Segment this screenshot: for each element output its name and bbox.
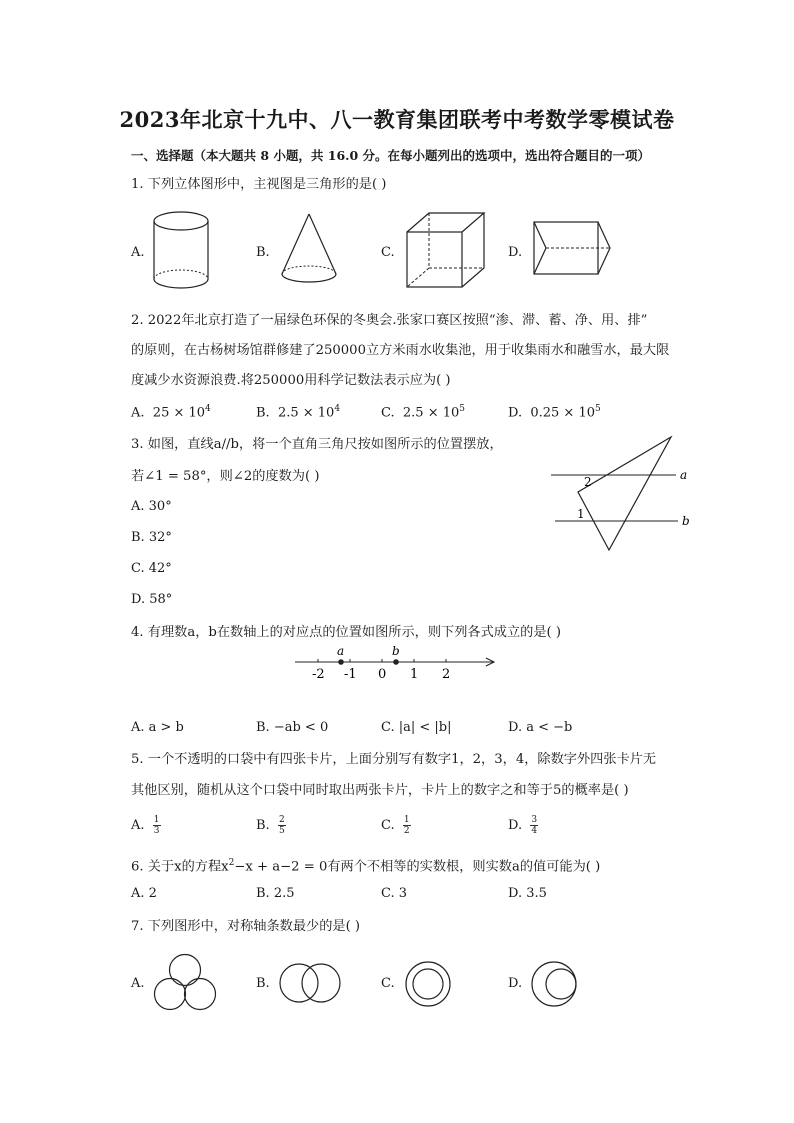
q4-stem: 4. 有理数a，b在数轴上的对应点的位置如图所示，则下列各式成立的是( ): [131, 625, 561, 640]
q3-option-d: D. 58°: [131, 592, 173, 607]
two-overlapping-circles-icon: [276, 962, 356, 1004]
q1-option-d-label: D.: [508, 245, 523, 260]
triangle-ruler: [578, 437, 671, 550]
q3-line-1: 3. 如图，直线a//b，将一个直角三角尺按如图所示的位置摆放，: [131, 437, 503, 452]
q4-option-c: C. |a| < |b|: [381, 720, 452, 735]
q2-option-c: C. $2.5 \times 10^5$: [381, 404, 465, 421]
q1-option-c-label: C.: [381, 245, 395, 260]
q6-option-c: C. 3: [381, 886, 408, 901]
q3-option-b: B. 32°: [131, 530, 172, 545]
line-b-label: b: [682, 514, 690, 528]
parallel-lines-triangle-figure: [548, 432, 698, 558]
concentric-circles-icon: [402, 960, 458, 1008]
tick-label-neg2: -2: [312, 667, 325, 682]
point-a: [338, 659, 344, 665]
q7-option-a-label: A.: [131, 976, 145, 991]
q2-option-a: A. $25 \times 10^4$: [131, 404, 211, 421]
section-heading: 一、选择题（本大题共 8 小题，共 16.0 分。在每小题列出的选项中，选出符合题目的一项）: [131, 148, 651, 163]
q7-option-c-label: C.: [381, 976, 395, 991]
q1-option-b-label: B.: [256, 245, 270, 260]
q6-stem: 6. 关于x的方程$x^2-x + a-2 = 0$有两个不相等的实数根，则实数a的值可能为( ): [131, 858, 601, 875]
point-a-label: a: [337, 644, 345, 658]
q4-option-d: D. a < −b: [508, 720, 573, 735]
cylinder-icon: [150, 208, 220, 294]
tick-label-neg1: -1: [344, 667, 357, 682]
cube-icon: [402, 210, 492, 292]
q2-line-2: 的原则，在古杨树场馆群修建了250000立方米雨水收集池，用于收集雨水和融雪水，最大限: [131, 343, 670, 358]
q2-option-d: D. $0.25 \times 10^5$: [508, 404, 601, 421]
q5-option-a: A. $\frac{1}{3}$: [131, 815, 160, 836]
q2-line-1: 2. 2022年北京打造了一届绿色环保的冬奥会.张家口赛区按照“渗、滞、蓄、净、用、排”: [131, 313, 648, 328]
angle-1-label: 1: [577, 507, 585, 521]
q7-stem: 7. 下列图形中，对称轴条数最少的是( ): [131, 919, 361, 934]
line-a-label: a: [680, 468, 688, 482]
tick-label-2: 2: [442, 667, 451, 682]
q1-option-a-label: A.: [131, 245, 145, 260]
q1-stem: 1. 下列立体图形中，主视图是三角形的是( ): [131, 177, 387, 192]
q4-option-b: B. −ab < 0: [256, 720, 329, 735]
number-line-figure: [290, 642, 505, 682]
q3-option-c: C. 42°: [131, 561, 172, 576]
q3-line-2: 若∠1 = 58°，则∠2的度数为( ): [131, 469, 320, 484]
tick-label-1: 1: [410, 667, 419, 682]
q3-option-a: A. 30°: [131, 499, 172, 514]
internally-tangent-circles-icon: [530, 960, 586, 1008]
q5-line-1: 5. 一个不透明的口袋中有四张卡片，上面分别写有数字1，2，3，4，除数字外四张卡片无: [131, 752, 657, 767]
point-b-label: b: [392, 644, 400, 658]
three-circles-icon: [150, 952, 220, 1014]
page-title: 2023年北京十九中、八一教育集团联考中考数学零模试卷: [119, 107, 675, 132]
q4-option-a: A. a > b: [131, 720, 184, 735]
q5-line-2: 其他区别，随机从这个口袋中同时取出两张卡片，卡片上的数字之和等于5的概率是( ): [131, 783, 629, 798]
q6-option-d: D. 3.5: [508, 886, 547, 901]
q7-option-b-label: B.: [256, 976, 270, 991]
point-b: [393, 659, 399, 665]
angle-2-label: 2: [584, 475, 592, 489]
q6-option-b: B. 2.5: [256, 886, 295, 901]
q2-option-b: B. $2.5 \times 10^4$: [256, 404, 341, 421]
triangular-prism-icon: [528, 218, 618, 282]
q5-option-c: C. $\frac{1}{2}$: [381, 815, 410, 836]
q2-line-3: 度减少水资源浪费.将250000用科学记数法表示应为( ): [131, 373, 451, 388]
q5-option-b: B. $\frac{2}{5}$: [256, 815, 285, 836]
q5-option-d: D. $\frac{3}{4}$: [508, 815, 538, 836]
tick-label-0: 0: [378, 667, 387, 682]
q7-option-d-label: D.: [508, 976, 523, 991]
cone-icon: [278, 212, 348, 294]
q6-option-a: A. 2: [131, 886, 157, 901]
